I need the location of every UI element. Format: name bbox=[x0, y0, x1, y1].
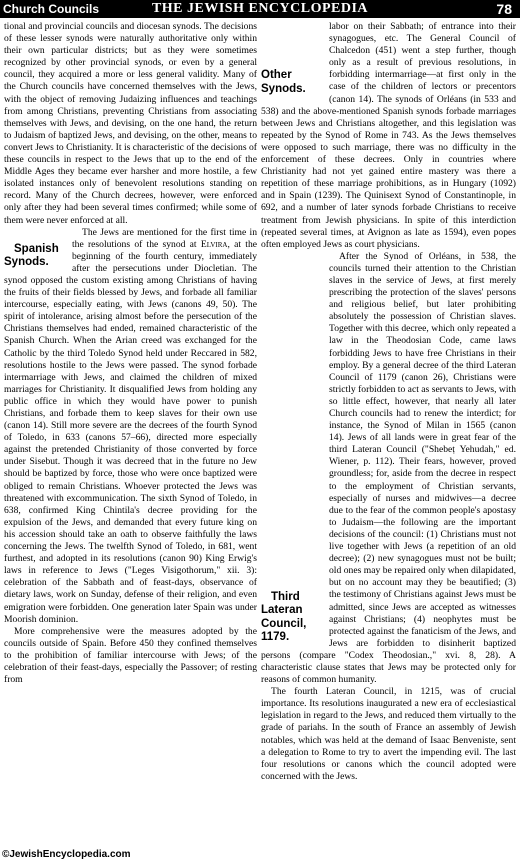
place-name-elvira: Elvira bbox=[200, 238, 228, 250]
paragraph bbox=[261, 251, 516, 686]
side-heading-third-lateran: Third Lateran Council, 1179. bbox=[261, 590, 307, 644]
running-header bbox=[0, 0, 520, 18]
paragraph-text: labor on their Sabbath; of entrance into their synagogues, etc. The General Council of Chalcedon (451) went a step further, though only as a result of previous resolutions, in forbidding intermarriage—at first only in the case of the children of lectors or precentors (canon 14). The synods of Orléans (in 533 and 538) and the above-mentioned Spanish synods forbade marriages between Jews and Christians altogether, and this legislation was repeated by the Synod of Rome in 743. As the Jews themselves were opposed to such marriage, there was no difficulty in the enforcement of these decrees. Only in countries where Christianity had not yet gained entire mastery was there a repetition of these marriage prohibitions, as in Hungary (1092) and in Spain (1239). The Quinisext Synod of Constantinople, in 692, and a number of later synods forbade Christians to receive treatment from Jewish physicians. In spite of this interdiction (repeated several times, at Avignon as late as 1594), even popes often employed Jews as court physicians. bbox=[261, 21, 516, 250]
footer bbox=[0, 849, 520, 863]
paragraph bbox=[261, 21, 516, 251]
paragraph-text: , at the beginning of the fourth century, immediately after the persecutions under Diocletian. The synod opposed the custom existing among Christians of having the fruits of their fields blessed by Jews, and forbade all familiar intercourse, especially eating, with Jews (canons 49, 50). The spirit of intolerance, arising almost before the persecution of the Christians themselves had ended, remained characteristic of the Spanish Church. When the Arian creed was exchanged for the Catholic by the third Toledo Synod held under Reccared in 582, resolutions hostile to the Jews were passed. The synod forbade intermarriage with Jews, and claimed the children of mixed marriages for Christianity. It disqualified Jews from holding any public office in which they would have power to punish Christians, and forbade them to keep slaves for their own use (canon 14). Still more severe are the decrees of the fourth Synod of Toledo, in 633 (canons 57–66), directed more especially against the pretended Christianity of those converted by force under Sisebut. Though it was decreed that in the future no Jew should be baptized by force, those who were once baptized were obliged to remain Christians. Whoever protected the Jews was threatened with excommunication. The sixth Synod of Toledo, in 638, confirmed King Chintila's decree providing for the expulsion of the Jews, and demanded that every future king on his accession should take an oath to observe faithfully the laws concerning the Jews. The twelfth Synod of Toledo, in 681, went furthest, and adopted in its resolutions (canon 90) King Erwig's laws in reference to Jews ("Leges Visigothorum," xii. 3): celebration of the Sabbath and of feast-days, observance of dietary laws, work on Sunday, defense of their religion, and even emigration were forbidden. One generation later Spain was under Moorish dominion. bbox=[4, 238, 257, 625]
paragraph-text: The Jews are mentioned for the first time in the resolutions of the synod at bbox=[72, 226, 257, 250]
paragraph: More comprehensive were the measures adopted by the councils outside of Spain. Before 450 they confined themselves to the prohibition of familiar intercourse with Jews; of the celebration of their feast-days, especially the Passover; of resting from bbox=[4, 625, 257, 686]
paragraph: tional and provincial councils and diocesan synods. The decisions of these lesser synods were naturally authoritative only within their own particular districts; but as they were sometimes recognized by other provincial synods, or even by a general council, they acquired a more or less general validity. Many of the Church councils have concerned themselves with the Jews, with the object of removing Judaizing influences and teachings from among Christians, preventing Christians from associating themselves with Jews, and devising, on the one hand, the return to Judaism of baptized Jews, and devising, on the other, means to convert Jews to Christianity. It is characteristic of the decisions of these councils in respect to the Jews that up to the end of the Middle Ages they became ever harsher and more hostile, a few isolated instances only of benevolent resolutions standing on record. Many of the Church decrees, however, were enforced only after they had been several times confirmed; while some of them were never enforced at all. bbox=[4, 21, 257, 226]
paragraph: The fourth Lateran Council, in 1215, was of crucial importance. Its resolutions inaugurated a new era of ecclesiastical legislation in regard to the Jews, and reduced them virtually to the grade of pariahs. In the south of France an assembly of Jewish notables, which was held at the demand of Isaac Benveniste, sent a delegation to Rome to try to avert the impending evil. The last four resolutions or canons which the council adopted were concerned with the Jews. bbox=[261, 686, 516, 782]
side-heading-spanish-synods: Spanish Synods. bbox=[4, 242, 59, 269]
publication-title: THE JEWISH ENCYCLOPEDIA bbox=[151, 1, 369, 16]
left-column bbox=[4, 21, 257, 841]
paragraph-text: After the Synod of Orléans, in 538, the councils turned their attention to the Christian slaves in the service of Jews, at first merely prescribing the protection of the slaves' persons and religious belief, but later prohibiting absolutely the possession of Christian slaves. Together with this decree, which only repeated a law in the Theodosian Code, came laws forbidding Jews to have free Christians in their employ. By a general decree of the third Lateran Council of 1179 (canon 26), Christians were strictly forbidden to act as servants to Jews, with so little effect, however, that nearly all later Church councils had to renew the interdict; for instance, the Synod of Milan in 1565 (canon 14). Jews of all lands were in great fear of the third Lateran Council ("Shebeṭ Yehudah," ed. Wiener, p. 112). Their fears, however, proved groundless; for, aside from the decree in respect to the employment of Christian servants, especially of nurses and midwives—a decree due to the fear of the common people's apostasy to Judaism—the following are the important decisions of the council: (1) Christians must not live together with Jews (a repetition of an old decree); (2) new synagogues must not be built; old ones may be repaired only when dilapidated, but on no account may they be beautified; (3) the testimony of Christians against Jews must be admitted, since Jews are accepted as witnesses against Christians; (4) neophytes must be protected against the fanaticism of the Jews, and Jews are forbidden to disinherit baptized persons (compare "Codex Theodosian.," xvi. 8, 28). A characteristic clause states that Jews may be protected only for reasons of common humanity. bbox=[261, 250, 516, 686]
page-number: 78 bbox=[496, 1, 512, 17]
paragraph bbox=[4, 227, 257, 626]
watermark: ©JewishEncyclopedia.com bbox=[2, 849, 131, 860]
side-heading-other-synods: Other Synods. bbox=[261, 69, 306, 95]
right-column bbox=[261, 21, 516, 841]
section-title: Church Councils bbox=[3, 2, 100, 16]
